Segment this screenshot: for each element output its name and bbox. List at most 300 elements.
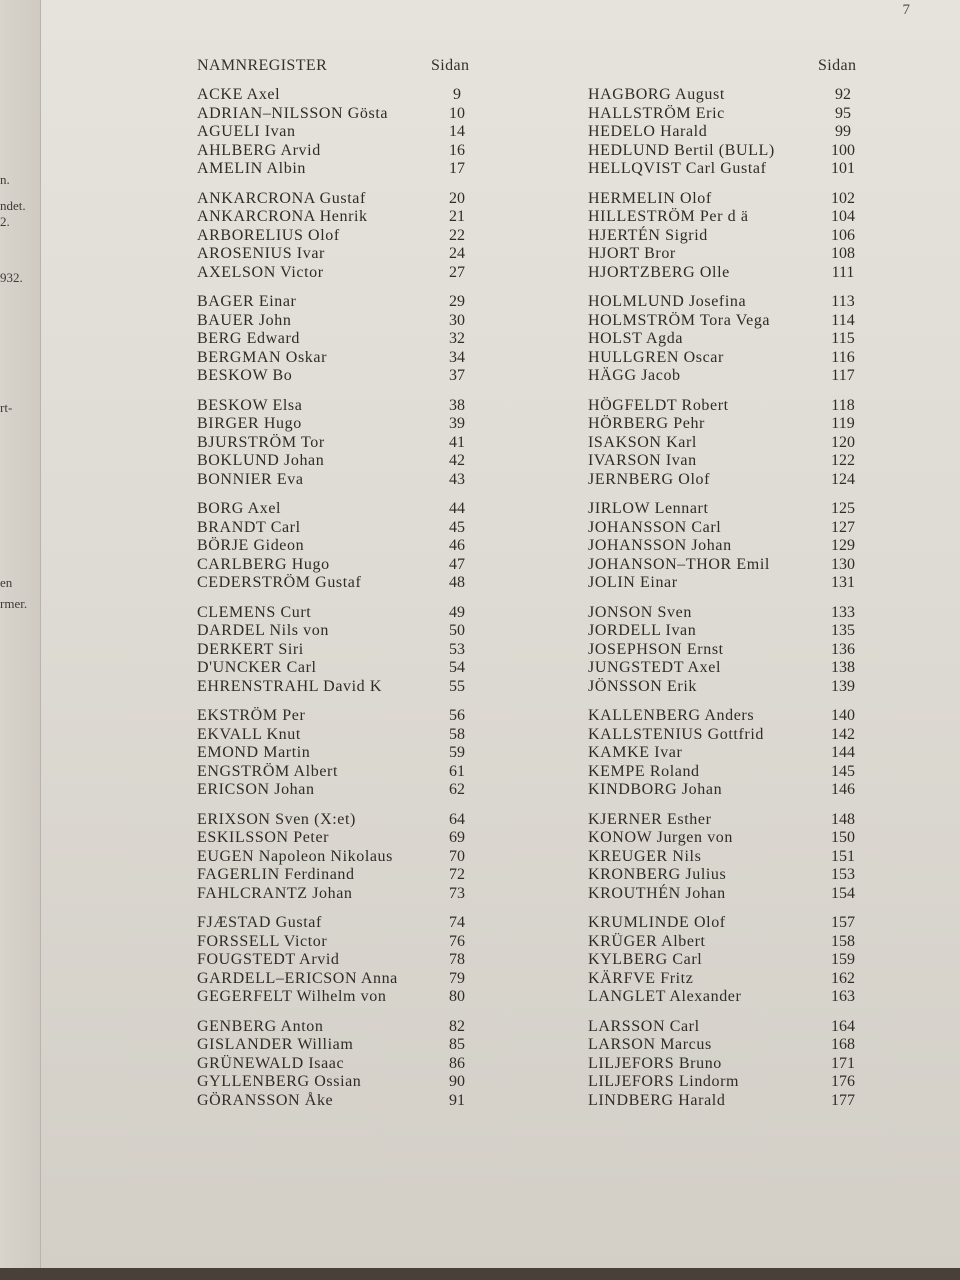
page-reference: 70: [449, 847, 465, 865]
index-entry: [197, 452, 482, 471]
artist-name: KÄRFVE Fritz: [588, 969, 694, 987]
page-number: 7: [902, 2, 910, 18]
index-entry: [588, 781, 868, 800]
index-entry: [197, 1018, 482, 1037]
page-reference: 59: [449, 744, 465, 761]
artist-name: KROUTHÉN Johan: [588, 884, 726, 902]
page-reference: 150: [831, 829, 855, 846]
artist-name: GISLANDER William: [197, 1036, 354, 1053]
index-entry: [197, 537, 482, 556]
artist-name: HEDELO Harald: [588, 123, 708, 140]
index-entry: [588, 434, 868, 453]
artist-name: ESKILSSON Peter: [197, 829, 330, 846]
page-reference: 47: [449, 555, 465, 573]
page-column-label-left: Sidan: [431, 57, 470, 74]
artist-name: JÖNSSON Erik: [588, 677, 697, 695]
page-reference: 136: [831, 640, 855, 658]
artist-name: KINDBORG Johan: [588, 781, 723, 798]
index-entry: [588, 1018, 868, 1037]
index-entry: [197, 471, 482, 490]
index-entry: [588, 574, 868, 593]
page-reference: 122: [831, 452, 855, 469]
artist-name: GARDELL–ERICSON Anna: [197, 969, 398, 987]
artist-name: GRÜNEWALD Isaac: [197, 1054, 345, 1072]
page-reference: 56: [449, 707, 465, 724]
page-reference: 142: [831, 725, 855, 743]
index-entry: [197, 190, 482, 209]
index-entry: [197, 245, 482, 264]
index-entry: [197, 885, 482, 904]
page-reference: 92: [835, 86, 851, 103]
page-reference: 135: [831, 622, 855, 639]
index-entry: [197, 86, 482, 105]
index-group: [197, 293, 482, 386]
artist-name: LANGLET Alexander: [588, 988, 742, 1005]
artist-name: GÖRANSSON Åke: [197, 1091, 334, 1109]
artist-name: GYLLENBERG Ossian: [197, 1073, 362, 1090]
index-entry: [197, 160, 482, 179]
page-reference: 24: [449, 245, 465, 262]
artist-name: JOHANSSON Carl: [588, 518, 722, 536]
page-column-label-right: Sidan: [818, 57, 857, 74]
index-group: [588, 604, 868, 697]
index-group: [197, 1018, 482, 1111]
index-entry: [588, 160, 868, 179]
artist-name: BERG Edward: [197, 330, 301, 347]
page-reference: 115: [831, 330, 855, 347]
artist-name: ADRIAN–NILSSON Gösta: [197, 104, 389, 122]
page-reference: 22: [449, 226, 465, 244]
artist-name: BOKLUND Johan: [197, 452, 325, 469]
artist-name: HAGBORG August: [588, 86, 725, 103]
page-reference: 55: [449, 677, 465, 695]
index-entry: [588, 604, 868, 623]
page-reference: 49: [449, 603, 465, 621]
artist-name: EKVALL Knut: [197, 725, 301, 743]
page-reference: 146: [831, 781, 855, 798]
index-entry: [588, 811, 868, 830]
index-entry: [588, 866, 868, 885]
index-entry: [197, 123, 482, 142]
artist-name: BRANDT Carl: [197, 518, 301, 536]
index-entry: [588, 312, 868, 331]
index-entry: [197, 763, 482, 782]
page-reference: 104: [831, 208, 855, 225]
index-entry: [197, 848, 482, 867]
artist-name: HJERTÉN Sigrid: [588, 226, 708, 244]
artist-name: KRUMLINDE Olof: [588, 914, 726, 931]
page-reference: 16: [449, 141, 465, 159]
index-entry: [588, 970, 868, 989]
page-reference: 50: [449, 622, 465, 639]
index-group: [588, 500, 868, 593]
artist-name: D'UNCKER Carl: [197, 659, 317, 676]
artist-name: FAHLCRANTZ Johan: [197, 884, 353, 902]
artist-name: BJURSTRÖM Tor: [197, 433, 325, 451]
artist-name: HÄGG Jacob: [588, 367, 681, 384]
index-group: [588, 86, 868, 179]
index-entry: [588, 1036, 868, 1055]
page-reference: 120: [831, 433, 855, 451]
artist-name: EKSTRÖM Per: [197, 707, 306, 724]
artist-name: JOSEPHSON Ernst: [588, 640, 724, 658]
artist-name: HJORT Bror: [588, 245, 676, 262]
artist-name: KRONBERG Julius: [588, 866, 727, 883]
index-entry: [588, 519, 868, 538]
index-entry: [197, 1092, 482, 1111]
index-entry: [588, 1055, 868, 1074]
index-entry: [197, 556, 482, 575]
index-entry: [588, 829, 868, 848]
index-entry: [197, 264, 482, 283]
page-reference: 74: [449, 914, 465, 931]
index-column-left: [197, 86, 482, 1121]
index-entry: [197, 330, 482, 349]
page-reference: 53: [449, 640, 465, 658]
artist-name: JOHANSON–THOR Emil: [588, 555, 770, 573]
index-entry: [588, 142, 868, 161]
index-column-right: [588, 86, 868, 1121]
artist-name: JIRLOW Lennart: [588, 500, 709, 517]
artist-name: KYLBERG Carl: [588, 951, 703, 968]
artist-name: CARLBERG Hugo: [197, 555, 330, 573]
page-reference: 10: [449, 104, 465, 122]
margin-fragment: 2.: [0, 214, 10, 229]
artist-name: LILJEFORS Bruno: [588, 1054, 722, 1072]
artist-name: LINDBERG Harald: [588, 1091, 726, 1109]
page-reference: 44: [449, 500, 465, 517]
index-entry: [197, 208, 482, 227]
index-entry: [588, 726, 868, 745]
index-entry: [588, 1092, 868, 1111]
page-reference: 114: [831, 311, 855, 329]
page-reference: 177: [831, 1091, 855, 1109]
artist-name: EMOND Martin: [197, 744, 311, 761]
page-reference: 21: [449, 208, 465, 225]
artist-name: DARDEL Nils von: [197, 622, 329, 639]
page-reference: 145: [831, 762, 855, 780]
index-entry: [588, 293, 868, 312]
page-reference: 133: [831, 603, 855, 621]
artist-name: HEDLUND Bertil (BULL): [588, 141, 775, 159]
page-reference: 30: [449, 311, 465, 329]
index-entry: [197, 1073, 482, 1092]
page-reference: 54: [449, 659, 465, 676]
artist-name: LARSSON Carl: [588, 1017, 700, 1035]
page-reference: 69: [449, 829, 465, 846]
artist-name: HOLMLUND Josefina: [588, 293, 747, 310]
artist-name: HOLMSTRÖM Tora Vega: [588, 311, 771, 329]
margin-fragment: ndet.: [0, 198, 26, 213]
index-entry: [588, 367, 868, 386]
page-reference: 162: [831, 969, 855, 987]
artist-name: FOUGSTEDT Arvid: [197, 951, 340, 968]
page-reference: 62: [449, 781, 465, 798]
page-reference: 76: [449, 932, 465, 950]
artist-name: BIRGER Hugo: [197, 415, 302, 432]
index-entry: [588, 988, 868, 1007]
page-reference: 118: [831, 396, 855, 414]
artist-name: HELLQVIST Carl Gustaf: [588, 160, 767, 177]
index-entry: [588, 397, 868, 416]
page-reference: 164: [831, 1017, 855, 1035]
index-group: [588, 811, 868, 904]
artist-name: ACKE Axel: [197, 86, 281, 103]
artist-name: AGUELI Ivan: [197, 123, 296, 140]
index-entry: [588, 659, 868, 678]
index-entry: [588, 848, 868, 867]
index-entry: [588, 744, 868, 763]
index-entry: [197, 914, 482, 933]
index-entry: [197, 866, 482, 885]
page-reference: 45: [449, 518, 465, 536]
artist-name: FORSSELL Victor: [197, 932, 328, 950]
index-entry: [197, 500, 482, 519]
index-entry: [197, 415, 482, 434]
index-entry: [588, 330, 868, 349]
index-entry: [197, 781, 482, 800]
artist-name: BAGER Einar: [197, 293, 297, 310]
artist-name: HJORTZBERG Olle: [588, 263, 730, 281]
page-reference: 127: [831, 518, 855, 536]
index-entry: [588, 471, 868, 490]
index-entry: [197, 519, 482, 538]
page-reference: 79: [449, 969, 465, 987]
index-entry: [197, 933, 482, 952]
page-reference: 86: [449, 1054, 465, 1072]
artist-name: JOLIN Einar: [588, 574, 678, 591]
page-reference: 168: [831, 1036, 855, 1053]
index-entry: [197, 574, 482, 593]
index-entry: [588, 190, 868, 209]
page-reference: 153: [831, 866, 855, 883]
index-group: [197, 811, 482, 904]
margin-fragment: n.: [0, 172, 10, 187]
index-entry: [588, 208, 868, 227]
page-reference: 111: [831, 263, 855, 281]
artist-name: KAMKE Ivar: [588, 744, 683, 761]
artist-name: AHLBERG Arvid: [197, 141, 321, 159]
index-entry: [197, 970, 482, 989]
index-entry: [588, 264, 868, 283]
page-reference: 42: [449, 452, 465, 469]
artist-name: JOHANSSON Johan: [588, 537, 732, 554]
artist-name: HILLESTRÖM Per d ä: [588, 208, 749, 225]
index-entry: [588, 349, 868, 368]
artist-name: IVARSON Ivan: [588, 452, 697, 469]
artist-name: BORG Axel: [197, 500, 282, 517]
index-entry: [197, 811, 482, 830]
page-reference: 95: [835, 104, 851, 122]
artist-name: ENGSTRÖM Albert: [197, 762, 338, 780]
index-entry: [197, 293, 482, 312]
page-reference: 20: [449, 189, 465, 207]
artist-name: ISAKSON Karl: [588, 433, 697, 451]
index-group: [588, 914, 868, 1007]
page-reference: 32: [449, 330, 465, 347]
artist-name: KREUGER Nils: [588, 847, 702, 865]
index-entry: [197, 744, 482, 763]
page-reference: 140: [831, 707, 855, 724]
index-group: [588, 190, 868, 283]
page-reference: 163: [831, 988, 855, 1005]
index-entry: [197, 659, 482, 678]
page-reference: 73: [449, 884, 465, 902]
artist-name: KONOW Jurgen von: [588, 829, 733, 846]
artist-name: GENBERG Anton: [197, 1017, 324, 1035]
index-group: [197, 604, 482, 697]
index-entry: [197, 105, 482, 124]
index-entry: [588, 245, 868, 264]
index-group: [197, 914, 482, 1007]
index-entry: [588, 914, 868, 933]
artist-name: KRÜGER Albert: [588, 932, 706, 950]
page-reference: 78: [449, 951, 465, 968]
index-entry: [197, 1036, 482, 1055]
page-reference: 130: [831, 555, 855, 573]
index-entry: [588, 86, 868, 105]
artist-name: AMELIN Albin: [197, 160, 306, 177]
page-reference: 157: [831, 914, 855, 931]
page-reference: 171: [831, 1054, 855, 1072]
artist-name: ARBORELIUS Olof: [197, 226, 340, 244]
artist-name: KALLSTENIUS Gottfrid: [588, 725, 764, 743]
artist-name: GEGERFELT Wilhelm von: [197, 988, 387, 1005]
index-group: [588, 397, 868, 490]
artist-name: LARSON Marcus: [588, 1036, 712, 1053]
artist-name: JONSON Sven: [588, 603, 692, 621]
index-group: [197, 397, 482, 490]
artist-name: BESKOW Bo: [197, 367, 293, 384]
artist-name: HÖRBERG Pehr: [588, 415, 705, 432]
artist-name: ERIXSON Sven (X:et): [197, 810, 356, 828]
artist-name: KEMPE Roland: [588, 762, 700, 780]
artist-name: AXELSON Victor: [197, 263, 324, 281]
artist-name: BÖRJE Gideon: [197, 537, 305, 554]
page-reference: 125: [831, 500, 855, 517]
index-entry: [588, 1073, 868, 1092]
index-entry: [197, 312, 482, 331]
index-group: [588, 707, 868, 800]
artist-name: BESKOW Elsa: [197, 396, 303, 414]
page-reference: 91: [449, 1091, 465, 1109]
index-entry: [197, 622, 482, 641]
artist-name: BONNIER Eva: [197, 470, 304, 488]
page-reference: 119: [831, 415, 855, 432]
artist-name: ERICSON Johan: [197, 781, 315, 798]
page-reference: 34: [449, 348, 465, 366]
page-reference: 80: [449, 988, 465, 1005]
index-entry: [197, 227, 482, 246]
artist-name: BERGMAN Oskar: [197, 348, 328, 366]
page-reference: 106: [831, 226, 855, 244]
page-reference: 46: [449, 537, 465, 554]
index-entry: [197, 988, 482, 1007]
index-entry: [588, 763, 868, 782]
artist-name: HOLST Agda: [588, 330, 684, 347]
index-entry: [588, 951, 868, 970]
page-reference: 129: [831, 537, 855, 554]
index-entry: [197, 397, 482, 416]
page-reference: 116: [831, 348, 855, 366]
artist-name: CLEMENS Curt: [197, 603, 312, 621]
page-reference: 148: [831, 810, 855, 828]
page-reference: 131: [831, 574, 855, 591]
artist-name: EHRENSTRAHL David K: [197, 677, 383, 695]
artist-name: AROSENIUS Ivar: [197, 245, 325, 262]
index-entry: [197, 604, 482, 623]
artist-name: DERKERT Siri: [197, 640, 304, 658]
margin-fragment: rmer.: [0, 596, 28, 611]
artist-name: CEDERSTRÖM Gustaf: [197, 574, 362, 591]
page-reference: 139: [831, 677, 855, 695]
page-reference: 90: [449, 1073, 465, 1090]
page-reference: 151: [831, 847, 855, 865]
index-entry: [197, 726, 482, 745]
page-reference: 99: [835, 123, 851, 140]
page-reference: 14: [449, 123, 465, 140]
index-entry: [588, 537, 868, 556]
page-reference: 144: [831, 744, 855, 761]
index-entry: [588, 500, 868, 519]
facing-page-edge: [0, 0, 41, 1268]
index-entry: [197, 678, 482, 697]
index-entry: [197, 142, 482, 161]
index-entry: [588, 933, 868, 952]
index-entry: [197, 349, 482, 368]
index-group: [197, 86, 482, 179]
index-entry: [197, 641, 482, 660]
page-reference: 124: [831, 470, 855, 488]
page-reference: 117: [831, 367, 855, 384]
index-group: [588, 1018, 868, 1111]
artist-name: KALLENBERG Anders: [588, 707, 755, 724]
index-entry: [197, 1055, 482, 1074]
index-entry: [588, 452, 868, 471]
page-reference: 43: [449, 470, 465, 488]
index-entry: [588, 105, 868, 124]
page-reference: 176: [831, 1073, 855, 1090]
page-reference: 61: [449, 762, 465, 780]
index-entry: [588, 885, 868, 904]
page-reference: 158: [831, 932, 855, 950]
index-entry: [197, 829, 482, 848]
index-entry: [588, 707, 868, 726]
artist-name: ANKARCRONA Henrik: [197, 208, 368, 225]
page-reference: 41: [449, 433, 465, 451]
page-reference: 58: [449, 725, 465, 743]
page-reference: 29: [449, 293, 465, 310]
artist-name: JUNGSTEDT Axel: [588, 659, 721, 676]
index-entry: [197, 707, 482, 726]
artist-name: HERMELIN Olof: [588, 189, 712, 207]
artist-name: ANKARCRONA Gustaf: [197, 189, 366, 207]
page-reference: 138: [831, 659, 855, 676]
index-title: NAMNREGISTER: [197, 57, 328, 74]
index-entry: [588, 678, 868, 697]
page-reference: 101: [831, 160, 855, 177]
page-reference: 72: [449, 866, 465, 883]
artist-name: FAGERLIN Ferdinand: [197, 866, 355, 883]
page-reference: 9: [453, 86, 461, 103]
index-group: [197, 500, 482, 593]
page-reference: 27: [449, 263, 465, 281]
page-reference: 100: [831, 141, 855, 159]
index-entry: [588, 415, 868, 434]
artist-name: KJERNER Esther: [588, 810, 712, 828]
page-reference: 113: [831, 293, 855, 310]
artist-name: JERNBERG Olof: [588, 470, 711, 488]
